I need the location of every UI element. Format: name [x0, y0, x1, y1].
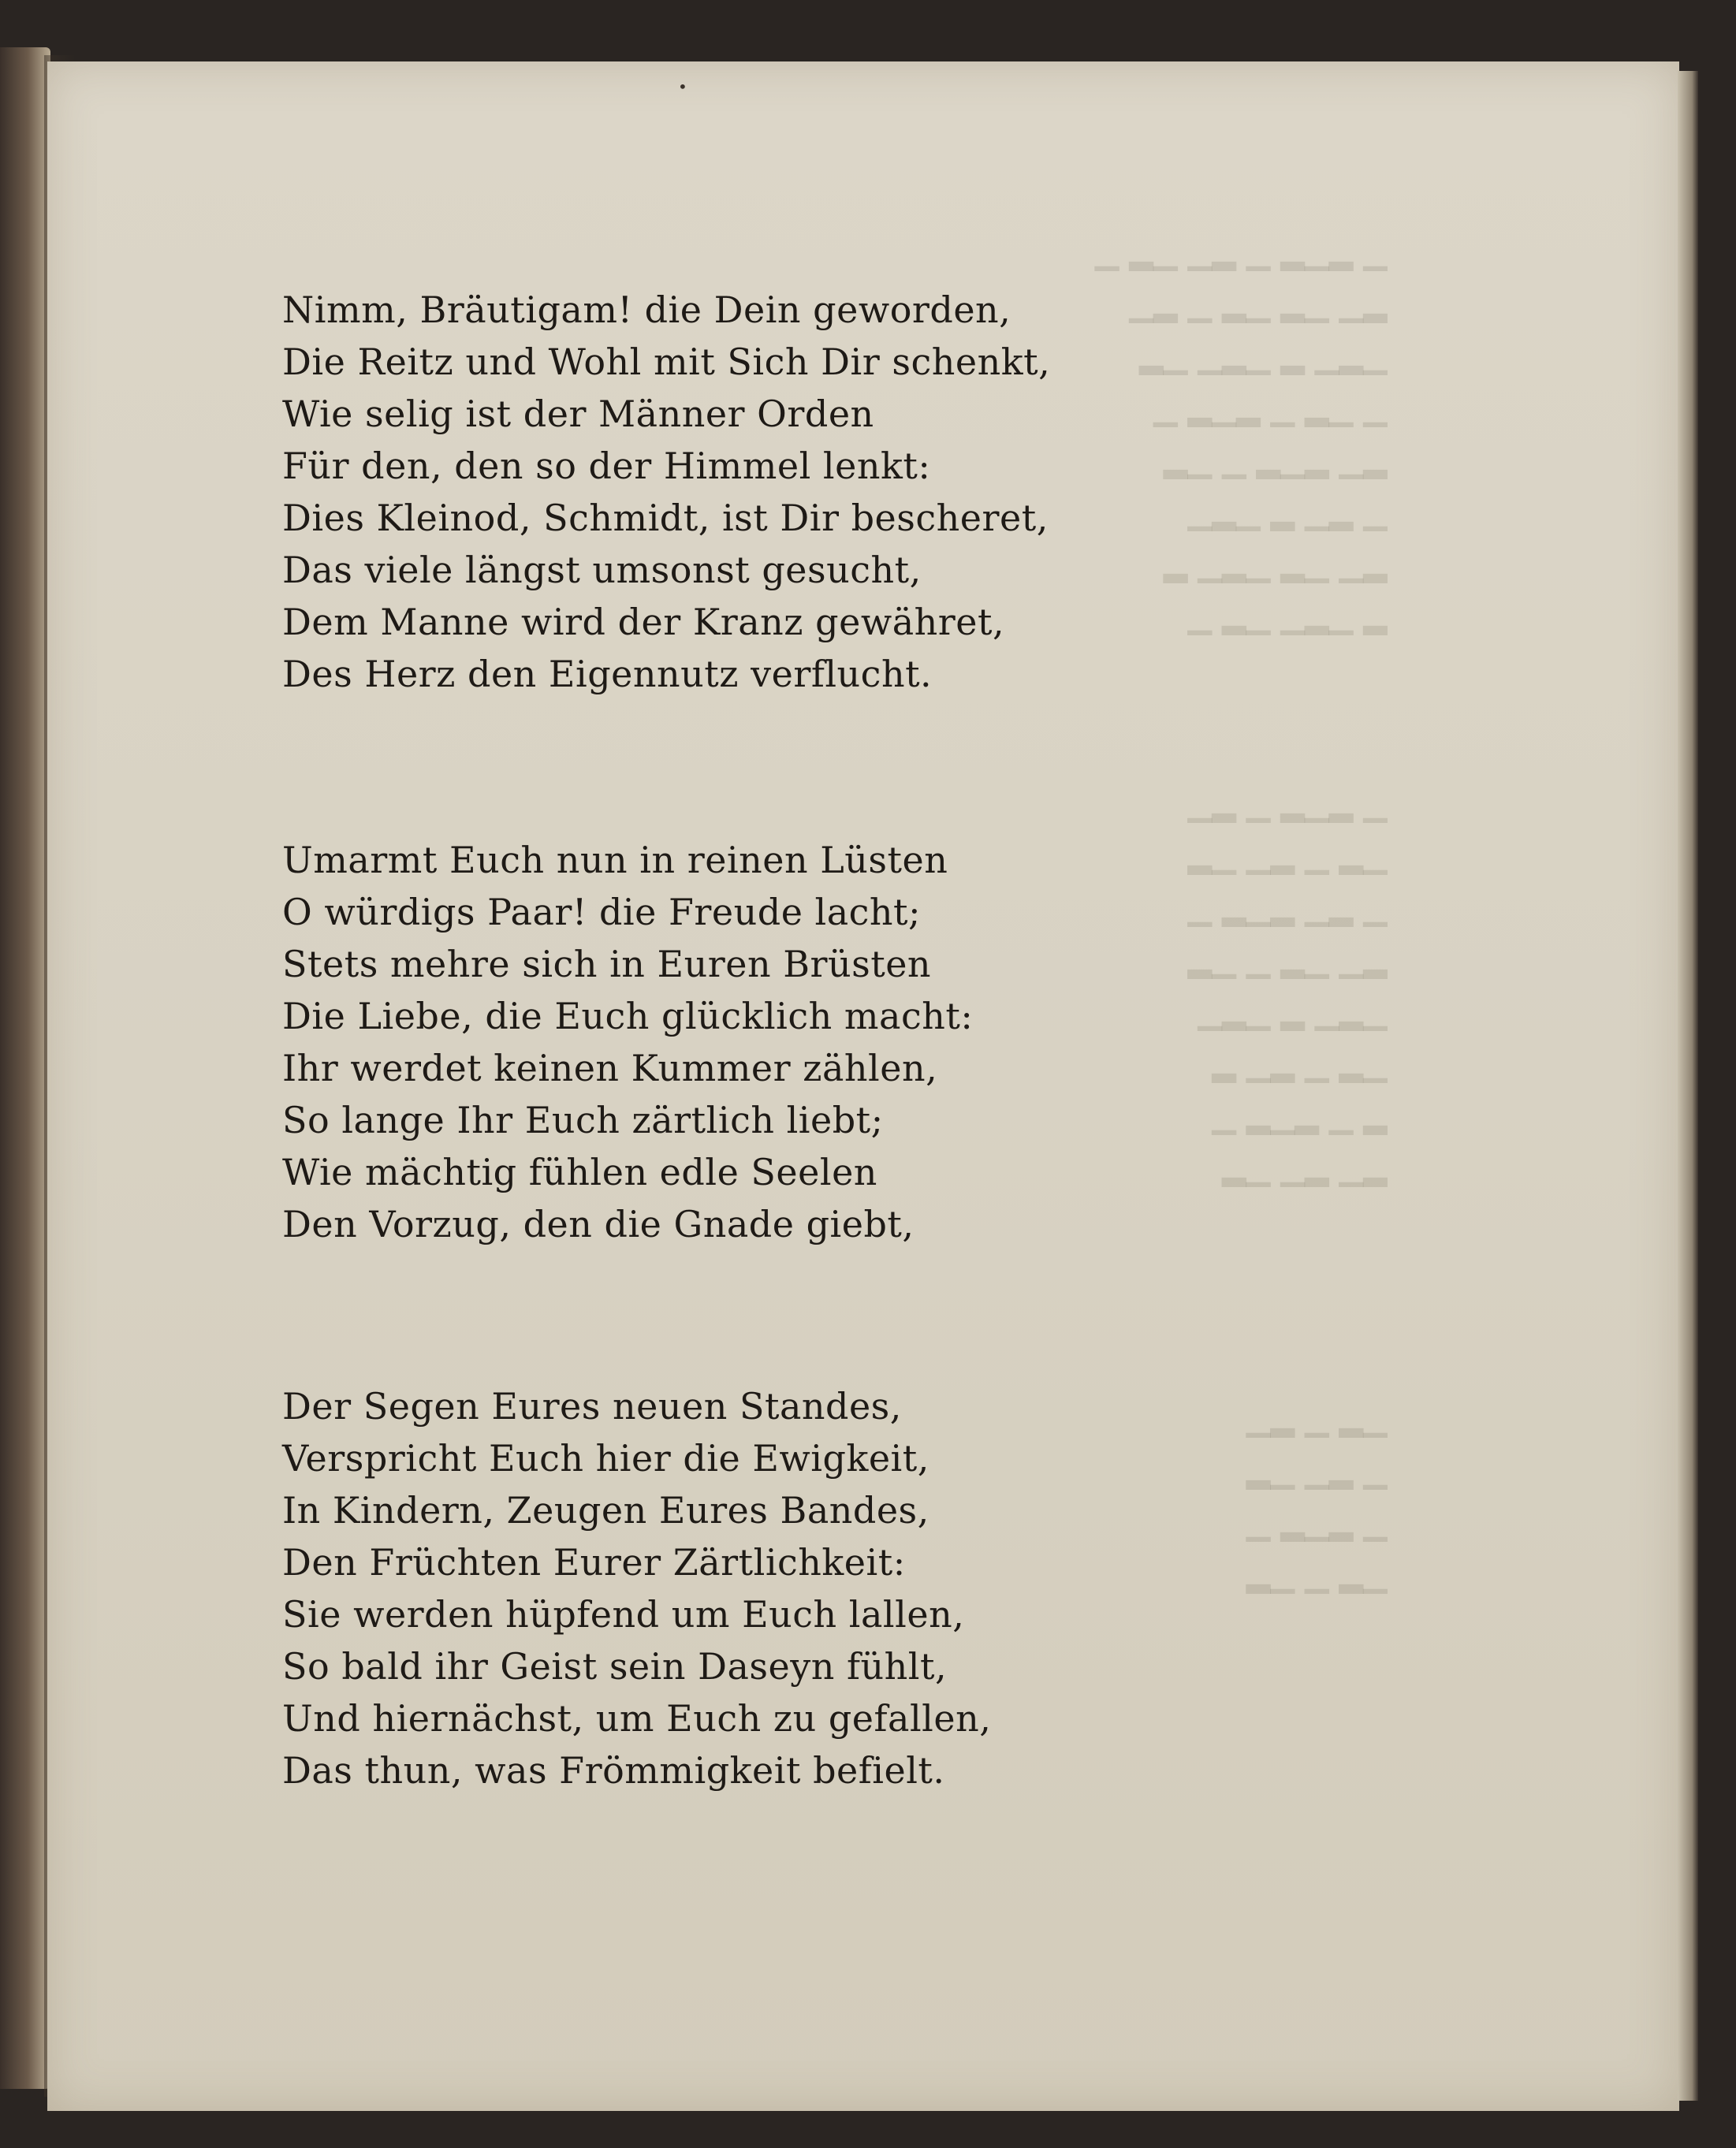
verse-line: Die Liebe, die Euch glücklich macht:	[282, 995, 974, 1037]
verse-line: Nimm, Bräutigam! die Dein geworden,	[282, 289, 1011, 331]
verse-line: Den Früchten Eurer Zärtlichkeit:	[282, 1541, 906, 1584]
verse-line: So bald ihr Geist sein Daseyn fühlt,	[282, 1645, 948, 1688]
verse-line: Das viele längst umsonst gesucht,	[282, 549, 922, 591]
show-through-block-1: ▁ ▂▁ ▁▂ ▁ ▂▁▂ ▁ ▁▂ ▁ ▂▁ ▂▁ ▁▂ ▂▁ ▁▂▁ ▂ ▁▂▁ ▁ ▂▁▂ ▁ ▂▁ ▁ ▂▁ ▁ ▂▁▂ ▁▂ ▁▂▁ ▂ ▁▂ ▁ ▂ ▁▂▁ ▂▁ ▁▂ ▁ ▂▁ ▁▂▁ ▂	[1094, 235, 1388, 635]
verse-line: Ihr werdet keinen Kummer zählen,	[282, 1047, 938, 1089]
verse-line: Und hiernächst, um Euch zu gefallen,	[282, 1697, 992, 1740]
stanza-1	[282, 284, 1050, 700]
verse-line: Wie mächtig fühlen edle Seelen	[282, 1151, 877, 1193]
verse-line: In Kindern, Zeugen Eures Bandes,	[282, 1489, 929, 1532]
book-page	[47, 61, 1679, 2111]
verse-line: Den Vorzug, den die Gnade giebt,	[282, 1203, 915, 1245]
page-mark: •	[678, 77, 687, 96]
verse-line: Verspricht Euch hier die Ewigkeit,	[282, 1437, 929, 1480]
verse-line: Des Herz den Eigennutz verflucht.	[282, 653, 933, 695]
show-through-block-2: ▁▂ ▁ ▂▁▂ ▁ ▂▁ ▁▂ ▁ ▂▁ ▁ ▂▁▂ ▁▂ ▁ ▂▁ ▁ ▂▁ ▁▂ ▁▂▁ ▂ ▁▂▁ ▂ ▁▂ ▁ ▂▁ ▁ ▂▁▂ ▁ ▂ ▂▁ ▁▂ ▁▂	[1187, 787, 1388, 1187]
verse-line: Die Reitz und Wohl mit Sich Dir schenkt,	[282, 341, 1051, 383]
verse-line: Umarmt Euch nun in reinen Lüsten	[282, 839, 948, 881]
stanza-3	[282, 1380, 991, 1796]
show-through-block-3: ▁▂ ▁ ▂▁ ▂▁ ▁▂ ▁ ▁ ▂▁▂ ▁ ▂▁ ▁ ▂▁	[1246, 1402, 1388, 1594]
verse-line: Der Segen Eures neuen Standes,	[282, 1385, 902, 1428]
verse-line: Stets mehre sich in Euren Brüsten	[282, 943, 932, 985]
verse-line: Wie selig ist der Männer Orden	[282, 393, 874, 435]
verse-line: Für den, den so der Himmel lenkt:	[282, 445, 931, 487]
facing-page-edge	[0, 47, 50, 2089]
verse-line: So lange Ihr Euch zärtlich liebt;	[282, 1099, 884, 1141]
verse-line: O würdigs Paar! die Freude lacht;	[282, 891, 922, 933]
verse-line: Dem Manne wird der Kranz gewähret,	[282, 601, 1005, 643]
stanza-2	[282, 834, 973, 1250]
verse-line: Das thun, was Frömmigkeit befielt.	[282, 1749, 945, 1792]
verse-line: Sie werden hüpfend um Euch lallen,	[282, 1593, 965, 1636]
page-fore-edge	[1678, 71, 1698, 2101]
verse-line: Dies Kleinod, Schmidt, ist Dir bescheret,	[282, 497, 1049, 539]
